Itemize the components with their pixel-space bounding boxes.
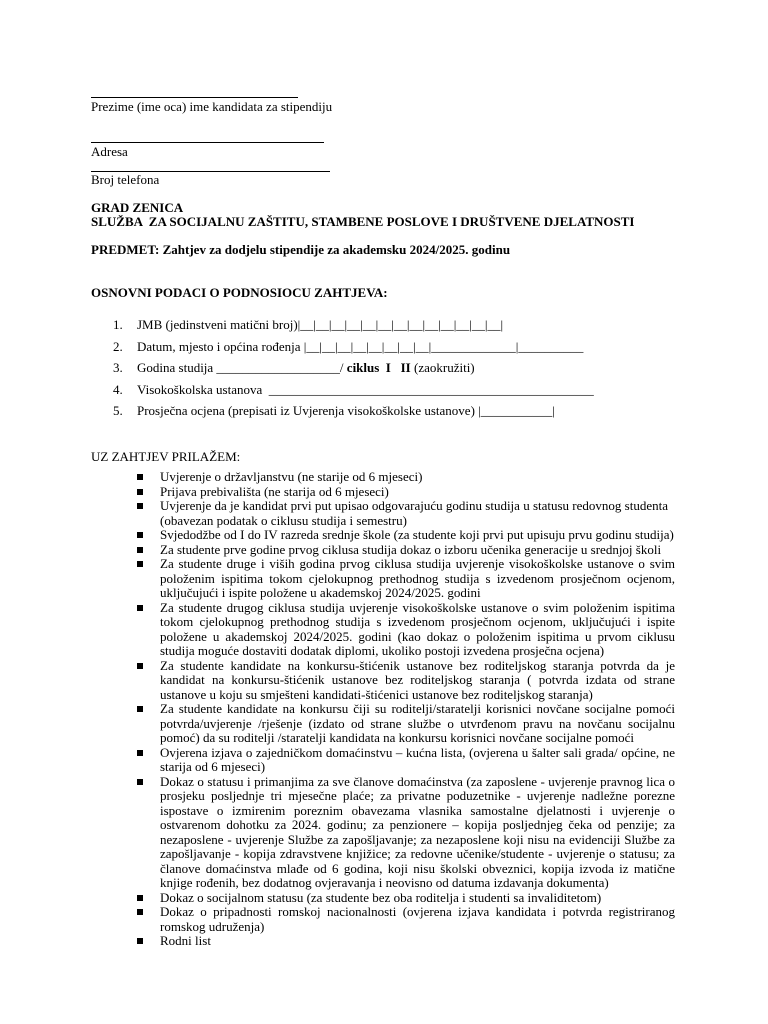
address-label: Adresa	[91, 144, 128, 159]
bullet-icon	[137, 489, 143, 495]
bullet-icon	[137, 895, 143, 901]
list-item	[133, 543, 675, 558]
document-text: Prijava prebivališta (ne starija od 6 mjeseci)	[160, 483, 389, 499]
list-item	[133, 528, 675, 543]
subject-line: PREDMET: Zahtjev za dodjelu stipendije za akademsku 2024/2025. godinu	[91, 242, 511, 257]
document-text: Dokaz o pripadnosti romskoj nacionalnosti (ovjerena izjava kandidata i potvrda registriranog romskog udruženja)	[160, 904, 675, 934]
document-text: Za studente kandidate na konkursu čiji su roditelji/staratelji korisnici novčane socijalne pomoći potvrda/uvjerenje /rješenje (izdato od strane službe o utvrđenom pravu na novčanu socijalnu pomoć) da su roditelji /staratelji kandidata na konkursu korisnici novčane socijalne pomoći	[160, 701, 675, 745]
field-number: 4.	[113, 381, 123, 397]
bullet-icon	[137, 663, 143, 669]
document-text: Za studente druge i viših godina prvog ciklusa studija uvjerenje visokoškolske ustanove o svim položenim ispitima tokom cjelokupnog prethodnog studija s izvedenom prosječnom ocjenom, uključujući i ispite položene u akademskoj 2024/2025. godini	[160, 556, 675, 600]
address-underline	[91, 142, 324, 143]
bullet-icon	[137, 750, 143, 756]
list-item	[133, 499, 675, 528]
document-text: Svjedodžbe od I do IV razreda srednje škole (za studente koji prvi put upisuju prvu godinu studija)	[160, 527, 674, 542]
field-jmb	[90, 318, 690, 340]
bullet-icon	[137, 561, 143, 567]
field-text	[137, 361, 475, 376]
bullet-icon	[137, 909, 143, 915]
document-text: Uvjerenje o državljanstvu (ne starije od 6 mjeseci)	[160, 469, 423, 484]
document-text: Za studente prve godine prvog ciklusa studija dokaz o izboru učenika generacije u srednjoj školi	[160, 541, 662, 557]
bullet-icon	[137, 503, 143, 509]
field-number: 3.	[113, 360, 123, 375]
list-item	[133, 775, 675, 891]
name-label: Prezime (ime oca) ime kandidata za stipendiju	[91, 99, 333, 114]
list-item	[133, 934, 675, 949]
circle-hint: (zaokružiti)	[410, 360, 475, 375]
recipient-city: GRAD ZENICA	[91, 200, 184, 215]
field-average-grade	[90, 404, 690, 426]
list-item	[133, 601, 675, 659]
list-item	[133, 470, 675, 485]
document-text: Dokaz o socijalnom statusu (za studente bez oba roditelja i studenti sa invaliditetom)	[160, 889, 602, 905]
cycle-options: ciklus I II	[346, 360, 411, 375]
section-title: OSNOVNI PODACI O PODNOSIOCU ZAHTJEVA:	[91, 285, 388, 300]
field-study-year	[90, 361, 690, 383]
list-item	[133, 485, 675, 500]
field-number: 2.	[113, 338, 123, 354]
field-text: Datum, mjesto i općina rođenja |__|__|__|__|__|__|__|__|_____________|__________	[137, 338, 584, 354]
document-text: Dokaz o statusu i primanjima za sve članove domaćinstva (za zaposlene - uvjerenje pravnog lica o prosjeku posljednje tri mjesečne plaće; za privatne poduzetnike - uvjerenje nadležne porezne ispostave o izmirenim poreznim obavezama vlasnika samostalne djelatnosti i uvjerenje o ostvarenom dohotku za 2024. godinu; za penzionere – kopija posljednjeg čeka od penzije; za nezaposlene - uvjerenje Službe za zapošljavanje; za nezaposlene koji nisu na evidenciji Službe za zapošljavanje - kopija zdravstvene knjižice; za redovne učenike/studente - uvjerenje o statusu; za članove domaćinstva mlađe od 6 godina, koji nisu školski obveznici, kopija izvoda iz matične knjige rođenih, bez dodatnog ovjeravanja i neovisno od datuma izdavanja dokumenta)	[160, 773, 675, 890]
bullet-icon	[137, 532, 143, 538]
list-item	[133, 702, 675, 746]
bullet-icon	[137, 779, 143, 785]
attachments-title: UZ ZAHTJEV PRILAŽEM:	[91, 449, 241, 464]
field-institution	[90, 383, 690, 405]
bullet-icon	[137, 938, 143, 944]
list-item	[133, 746, 675, 775]
field-birth	[90, 340, 690, 362]
recipient-department: SLUŽBA ZA SOCIJALNU ZAŠTITU, STAMBENE POSLOVE I DRUŠTVENE DJELATNOSTI	[91, 214, 635, 229]
list-item	[133, 891, 675, 906]
document-text: Uvjerenje da je kandidat prvi put upisao odgovarajuću godinu studija u statusu redovnog studenta (obavezan podatak o ciklusu studija i semestru)	[160, 498, 668, 528]
document-text: Za studente drugog ciklusa studija uvjerenje visokoškolske ustanove o svim položenim ispitima tokom cjelokupnog prethodnog studija s izvedenom prosječnom ocjenom, uključujući i ispite položene u akademskoj 2024/2025. godini (kao dokaz o položenim ispitima u prvom ciklusu studija moguće dostaviti dodatak diplomi, ukoliko postoji izvedena prosječna ocjena)	[160, 599, 675, 658]
phone-label: Broj telefona	[91, 172, 160, 187]
document-text: Za studente kandidate na konkursu-štićenik ustanove bez roditeljskog staranja potvrda da je kandidat na konkursu-štićenik ustanove bez roditeljskog staranja ( potvrda izdata od strane ustanove u koju su smješteni kandidati-štićenici ustanove bez roditeljskog staranja)	[160, 657, 675, 702]
list-item	[133, 659, 675, 703]
bullet-icon	[137, 605, 143, 611]
field-text: Prosječna ocjena (prepisati iz Uvjerenja visokoškolske ustanove) |___________|	[137, 403, 555, 418]
field-number: 5.	[113, 403, 123, 418]
document-text: Rodni list	[160, 933, 211, 948]
field-number: 1.	[113, 317, 123, 332]
attachments-list	[133, 470, 675, 949]
bullet-icon	[137, 706, 143, 712]
applicant-fields	[90, 318, 690, 426]
study-year-text: Godina studija ___________________/	[137, 360, 347, 375]
bullet-icon	[137, 547, 143, 553]
field-text: JMB (jedinstveni matični broj)|__|__|__|__|__|__|__|__|__|__|__|__|__|	[137, 317, 504, 332]
field-text: Visokoškolska ustanova __________________________________________________	[137, 381, 594, 397]
list-item	[133, 905, 675, 934]
name-underline	[91, 97, 298, 98]
document-text: Ovjerena izjava o zajedničkom domaćinstvu – kućna lista, (ovjerena u šalter sali grada/ općine, ne starija od 6 mjeseci)	[160, 744, 675, 774]
bullet-icon	[137, 474, 143, 480]
list-item	[133, 557, 675, 601]
